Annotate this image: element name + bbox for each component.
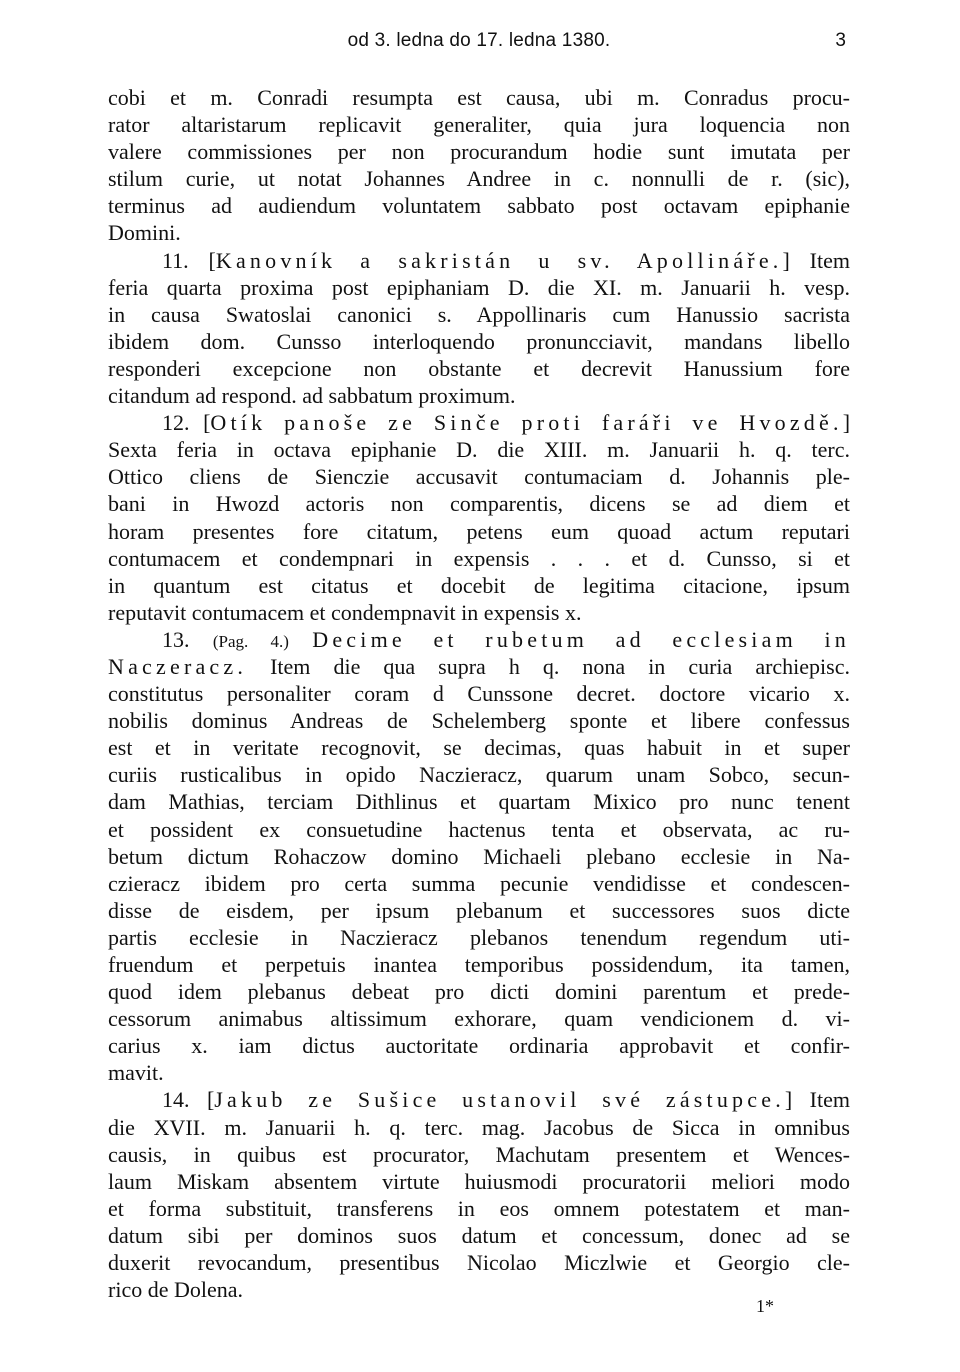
text-line bbox=[108, 1114, 850, 1141]
text-line bbox=[108, 219, 850, 246]
text-line bbox=[108, 707, 850, 734]
line-text: 13. bbox=[162, 626, 213, 652]
text-line bbox=[108, 951, 850, 978]
line-text: duxerit revocandum, presentibus Nicolao Miczlwie et Georgio cle- bbox=[108, 1250, 850, 1276]
text-line bbox=[108, 870, 850, 897]
line-text: 11. [ bbox=[162, 247, 216, 273]
line-text: constitutus personaliter coram d Cunssone decret. doctore vicario x. bbox=[108, 681, 850, 707]
line-text: Ottico cliens de Sienczie accusavit contumaciam d. Johannis ple- bbox=[108, 464, 850, 490]
text-line bbox=[108, 734, 850, 761]
line-text: ] Item bbox=[782, 247, 850, 273]
text-line bbox=[108, 463, 850, 490]
text-line bbox=[108, 490, 850, 517]
spaced-heading-text: Naczeracz. bbox=[108, 653, 248, 679]
line-text: disse de eisdem, per ipsum plebanum et successores suos dicte bbox=[108, 897, 850, 923]
document-body bbox=[108, 84, 850, 1303]
line-text bbox=[289, 627, 312, 652]
text-line bbox=[108, 897, 850, 924]
line-text: quod idem plebanus debeat pro dicti domini parentum et prede- bbox=[108, 979, 850, 1005]
text-line bbox=[108, 788, 850, 815]
line-text: die XVII. m. Januarii h. q. terc. mag. Jacobus de Sicca in omnibus bbox=[108, 1114, 850, 1140]
text-line bbox=[108, 572, 850, 599]
text-line bbox=[108, 518, 850, 545]
running-header bbox=[108, 30, 850, 64]
line-text: ] Item bbox=[784, 1087, 850, 1113]
line-text: nobilis dominus Andreas de Schelemberg sponte et libere confessus bbox=[108, 708, 850, 734]
line-text: et forma substituit, transferens in eos omnem potestatem et man- bbox=[108, 1195, 850, 1221]
line-text: rator altaristarum replicavit generaliter, quia jura loquencia non bbox=[108, 112, 850, 138]
text-line bbox=[108, 1276, 850, 1303]
line-text: dam Mathias, terciam Dithlinus et quartam Mixico pro nunc tenent bbox=[108, 789, 850, 815]
line-text: stilum curie, ut notat Johannes Andree in c. nonnulli de r. (sic), bbox=[108, 166, 850, 192]
text-line bbox=[108, 1059, 850, 1086]
text-line bbox=[108, 436, 850, 463]
line-text: 12. [ bbox=[162, 410, 211, 436]
line-text: czieracz ibidem pro certa summa pecunie vendidisse et condescen- bbox=[108, 870, 850, 896]
text-line bbox=[108, 1032, 850, 1059]
text-line bbox=[108, 247, 850, 274]
line-text: valere commissiones per non procurandum hodie sunt imutata per bbox=[108, 139, 850, 165]
line-text: est et in veritate recognovit, se decimas, quas habuit in et super bbox=[108, 735, 850, 761]
text-line bbox=[108, 192, 850, 219]
text-line bbox=[108, 111, 850, 138]
line-text: responderi excepcione non obstante et decrevit Hanussium fore bbox=[108, 355, 850, 381]
text-line bbox=[108, 1222, 850, 1249]
text-line bbox=[108, 1141, 850, 1168]
line-text: causis, in quibus est procurator, Machutam presentem et Wences- bbox=[108, 1141, 850, 1167]
line-text: bani in Hwozd actoris non comparentis, dicens se ad diem et bbox=[108, 491, 850, 517]
text-line bbox=[108, 274, 850, 301]
page-reference: (Pag. 4.) bbox=[212, 631, 289, 651]
text-line bbox=[108, 978, 850, 1005]
text-line bbox=[108, 328, 850, 355]
text-line bbox=[108, 1086, 850, 1113]
text-line bbox=[108, 680, 850, 707]
line-text: terminus ad audiendum voluntatem sabbato post octavam epiphanie bbox=[108, 193, 850, 219]
text-line bbox=[108, 84, 850, 111]
text-line bbox=[108, 1005, 850, 1032]
line-text: fruendum et perpetuis inantea temporibus possidendum, ita tamen, bbox=[108, 952, 850, 977]
text-line bbox=[108, 138, 850, 165]
line-text: rico de Dolena. bbox=[108, 1277, 243, 1303]
line-text: Item die qua supra h q. nona in curia archiepisc. bbox=[247, 653, 850, 679]
spaced-heading-text: Jakub ze Sušice ustanovil své zástupce. bbox=[214, 1087, 785, 1113]
line-text: in causa Swatoslai canonici s. Appollinaris cum Hanussio sacrista bbox=[108, 301, 850, 327]
line-text: partis ecclesie in Naczieracz plebanos tenendum regendum uti- bbox=[108, 924, 850, 950]
text-line bbox=[108, 355, 850, 382]
line-text: laum Miskam absentem virtute huiusmodi procuratorii meliori modo bbox=[108, 1168, 850, 1194]
text-line bbox=[108, 653, 850, 680]
line-text: citandum ad respond. ad sabbatum proximum. bbox=[108, 383, 516, 409]
line-text: carius x. iam dictus auctoritate ordinaria approbavit et confir- bbox=[108, 1033, 850, 1059]
text-line bbox=[108, 626, 850, 653]
line-text: horam presentes fore citatum, petens eum quoad actum reputari bbox=[108, 518, 850, 544]
text-line bbox=[108, 165, 850, 192]
line-text: Domini. bbox=[108, 220, 181, 246]
text-line bbox=[108, 924, 850, 951]
signature-mark: 1* bbox=[756, 1296, 774, 1316]
text-line bbox=[108, 761, 850, 788]
line-text: et possident ex consuetudine hactenus tenta et observata, ac ru- bbox=[108, 816, 850, 842]
text-line bbox=[108, 599, 850, 626]
line-text: curiis rusticalibus in opido Naczieracz, quarum unam Sobco, secun- bbox=[108, 762, 850, 788]
spaced-heading-text: Otík panoše ze Sinče proti faráři ve Hvozdě. bbox=[210, 410, 843, 436]
line-text: ] bbox=[842, 410, 851, 436]
text-line bbox=[108, 816, 850, 843]
text-line bbox=[108, 545, 850, 572]
line-text: mavit. bbox=[108, 1060, 164, 1086]
text-line bbox=[108, 301, 850, 328]
line-text: cobi et m. Conradi resumpta est causa, ubi m. Conradus procu- bbox=[108, 85, 850, 110]
line-text: contumacem et condempnari in expensis . . . et d. Cunsso, si et bbox=[108, 545, 850, 571]
text-line bbox=[108, 843, 850, 870]
line-text: 14. [ bbox=[162, 1087, 215, 1113]
text-line bbox=[108, 1249, 850, 1276]
header-title: od 3. ledna do 17. ledna 1380. bbox=[347, 30, 611, 51]
spaced-heading-text: Decime et rubetum ad ecclesiam in bbox=[312, 626, 850, 652]
line-text: cessorum animabus altissimum exhorare, quam vendicionem d. vi- bbox=[108, 1006, 850, 1032]
text-line bbox=[108, 382, 850, 409]
line-text: reputavit contumacem et condempnavit in expensis x. bbox=[108, 599, 582, 625]
text-line bbox=[108, 1168, 850, 1195]
page-number: 3 bbox=[835, 30, 846, 51]
line-text: in quantum est citatus et docebit de legitima citacione, ipsum bbox=[108, 572, 850, 598]
line-text: betum dictum Rohaczow domino Michaeli plebano ecclesie in Na- bbox=[108, 843, 850, 869]
line-text: ibidem dom. Cunsso interloquendo pronuncciavit, mandans libello bbox=[108, 328, 850, 354]
text-line bbox=[108, 409, 850, 436]
text-line bbox=[108, 1195, 850, 1222]
line-text: datum sibi per dominos suos datum et concessum, donec ad se bbox=[108, 1222, 850, 1248]
line-text: feria quarta proxima post epiphaniam D. die XI. m. Januarii h. vesp. bbox=[108, 274, 850, 300]
line-text: Sexta feria in octava epiphanie D. die XIII. m. Januarii h. q. terc. bbox=[108, 437, 850, 463]
spaced-heading-text: Kanovník a sakristán u sv. Apollináře. bbox=[215, 247, 783, 273]
